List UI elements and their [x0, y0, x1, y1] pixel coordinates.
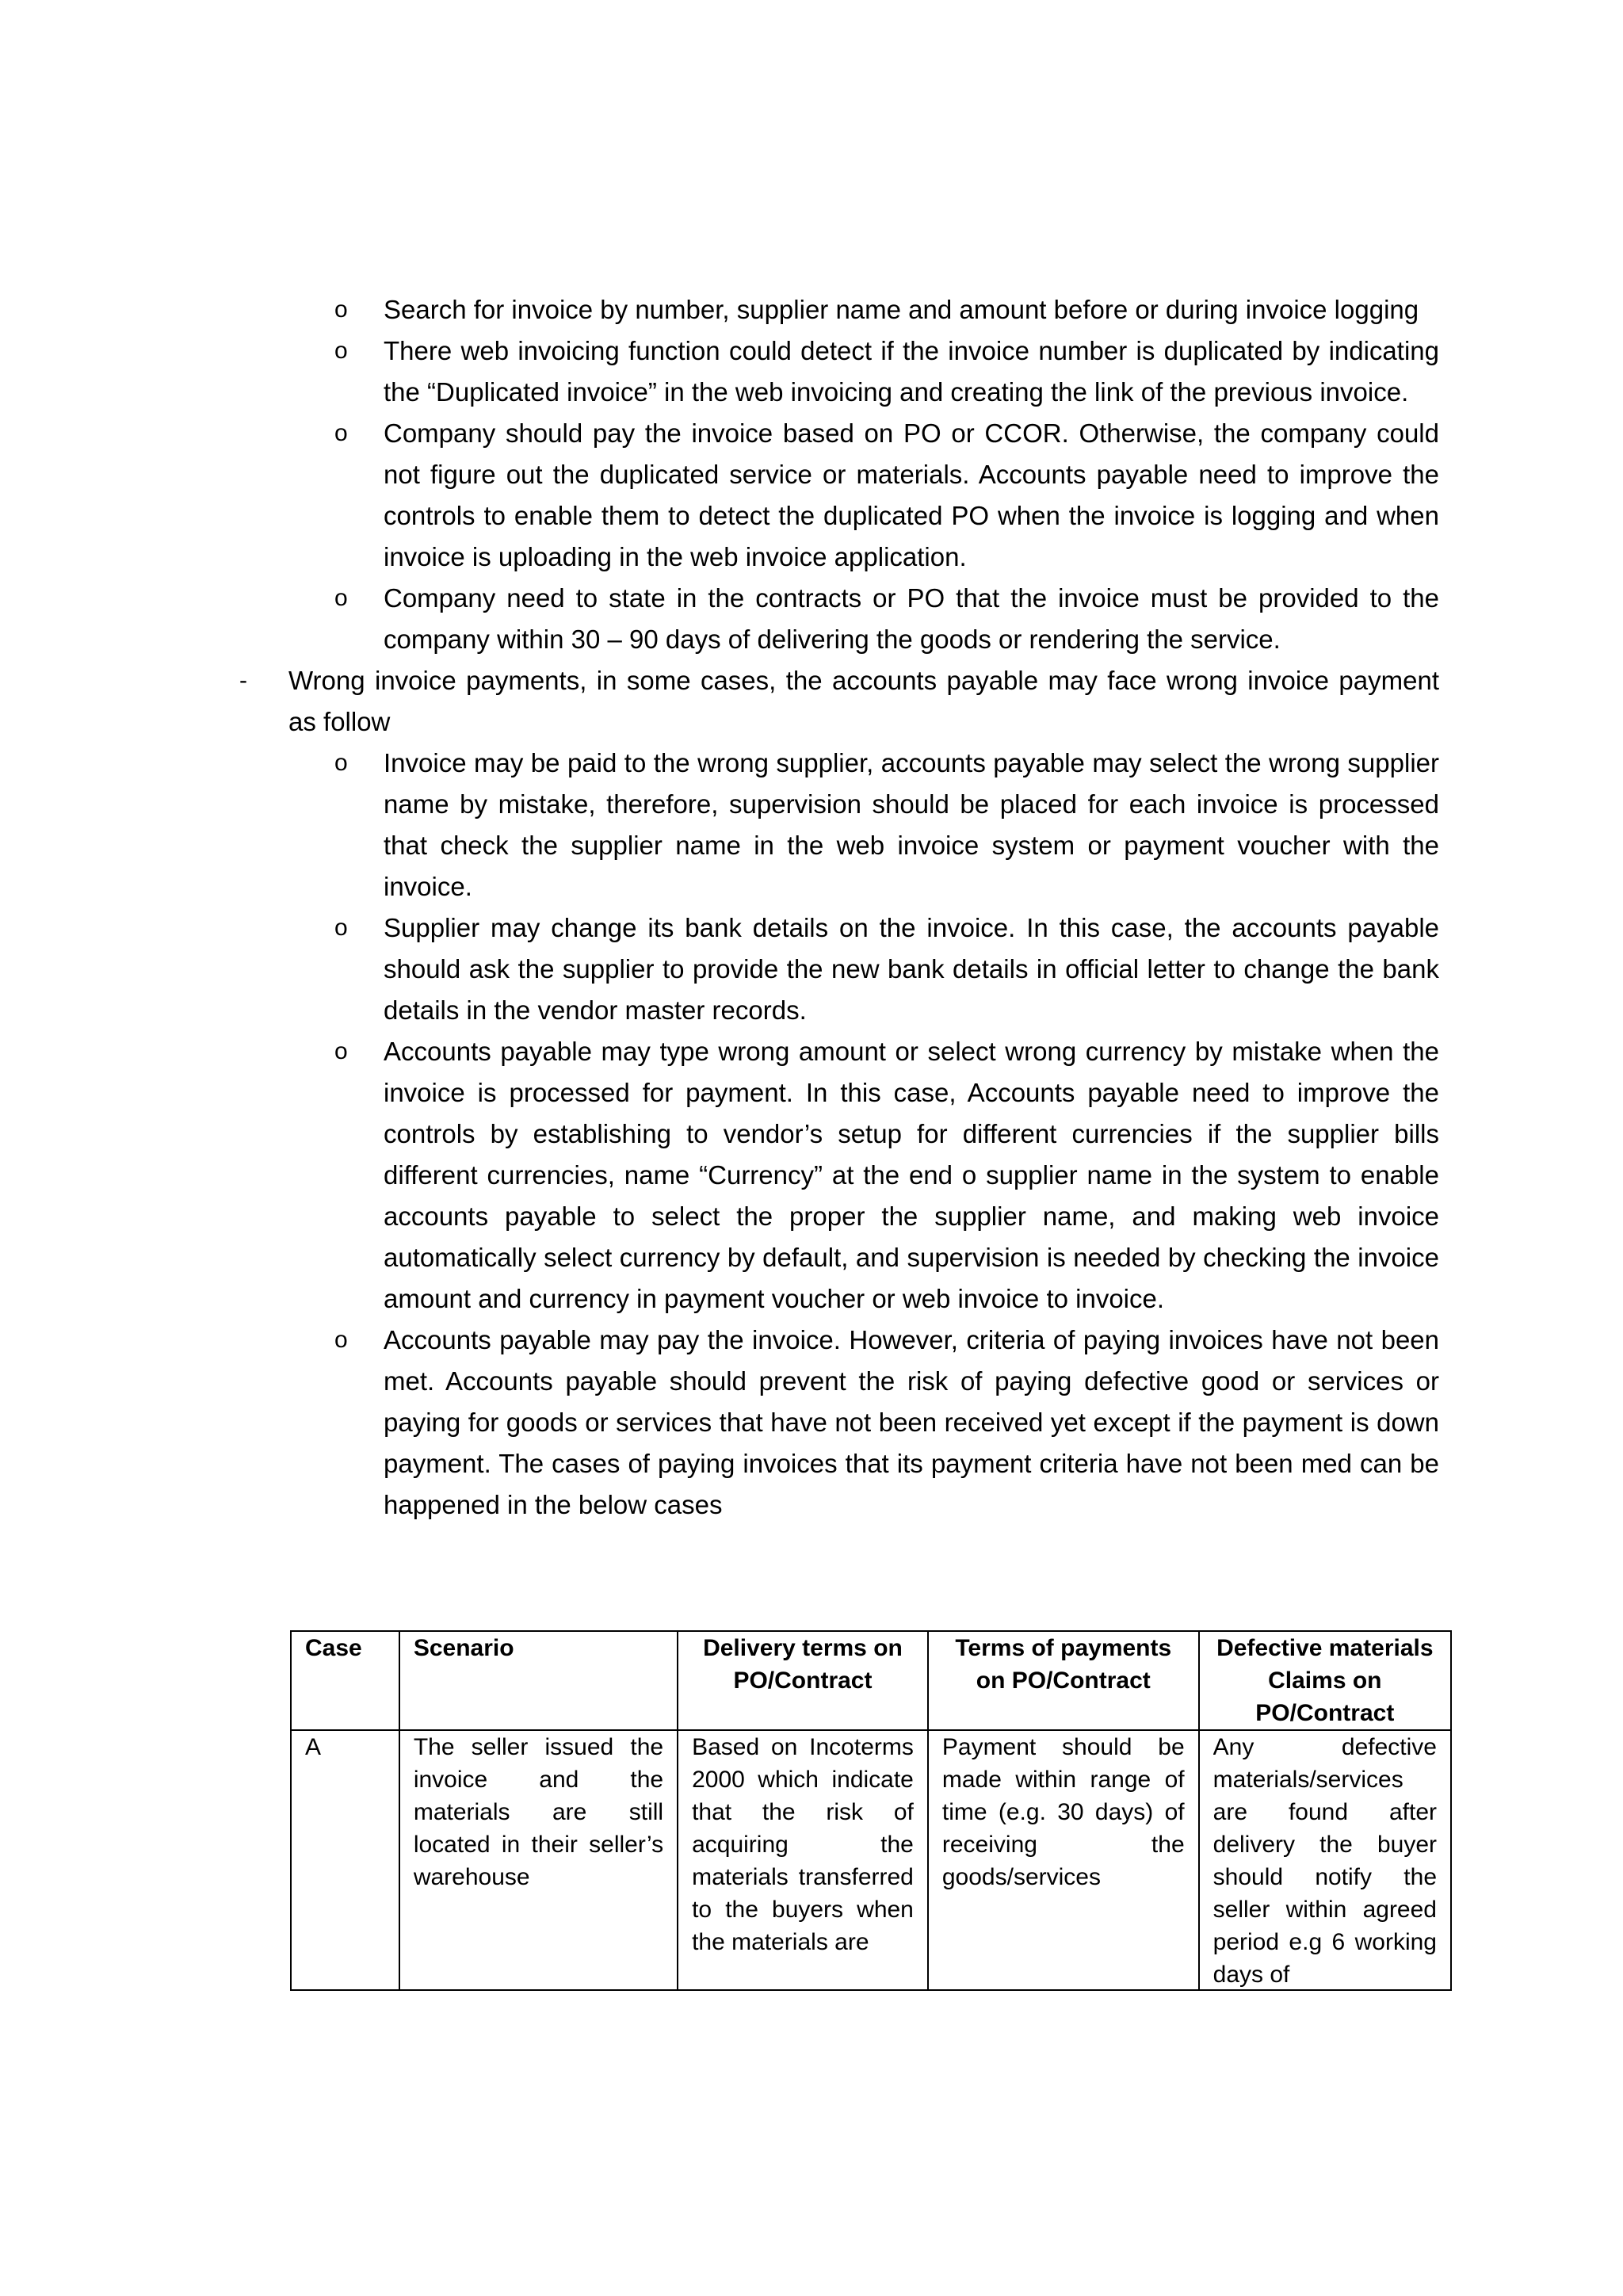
list-item [334, 578, 1439, 660]
list-item-text: Company should pay the invoice based on PO or CCOR. Otherwise, the company could not figure out the duplicated service or materials. Accounts payable need to improve the controls to enable them to detect the duplicated PO when the invoice is logging and when invoice is uploading in the web invoice application. [384, 418, 1439, 571]
cell-scenario [399, 1730, 678, 1990]
circle-bullet-icon: o [334, 296, 348, 323]
cell-payment-terms-text: Payment should be made within range of time (e.g. 30 days) of receiving the goods/services [941, 1734, 1185, 1890]
cell-delivery-terms-text: Based on Incoterms 2000 which indicate that the risk of acquiring the materials transferred to the buyers when the materials are [692, 1734, 914, 1955]
list-item [334, 413, 1439, 578]
document-body [0, 289, 1623, 1526]
list-item-text: Search for invoice by number, supplier name and amount before or during invoice logging [384, 295, 1419, 324]
list-item [334, 907, 1439, 1031]
list-item-text: Supplier may change its bank details on the invoice. In this case, the accounts payable should ask the supplier to provide the new bank details in official letter to change the bank details in the vendor master records. [384, 913, 1439, 1025]
circle-bullet-icon: o [334, 338, 348, 364]
list-item [334, 1320, 1439, 1526]
circle-bullet-icon: o [334, 420, 348, 446]
dash-list-item [239, 660, 1439, 743]
cell-case-text: A [305, 1734, 322, 1760]
cell-payment-terms [928, 1730, 1199, 1990]
list-item-text: Invoice may be paid to the wrong supplier, accounts payable may select the wrong supplier name by mistake, therefore, supervision should be placed for each invoice is processed that check the supplier name in the web invoice system or payment voucher with the invoice. [384, 748, 1439, 901]
circle-bullet-icon: o [334, 915, 348, 941]
list-item-text: Company need to state in the contracts or PO that the invoice must be provided to the company within 30 – 90 days of delivering the goods or rendering the service. [384, 583, 1439, 654]
cell-case [291, 1730, 399, 1990]
header-defective-claims: Defective materials Claims on PO/Contract [1199, 1631, 1451, 1730]
cell-scenario-text: The seller issued the invoice and the materials are still located in their seller’s warehouse [413, 1734, 664, 1890]
cell-defective-claims-text: Any defective materials/services are found after delivery the buyer should notify the seller within agreed period e.g 6 working days of [1212, 1734, 1437, 1988]
header-scenario: Scenario [399, 1631, 678, 1730]
list-item [334, 743, 1439, 907]
list-item [334, 330, 1439, 413]
table-row [291, 1730, 1451, 1990]
dash-bullet-icon: - [239, 667, 247, 693]
header-payment-terms: Terms of payments on PO/Contract [928, 1631, 1199, 1730]
dash-list-item-text: Wrong invoice payments, in some cases, the accounts payable may face wrong invoice payment as follow [288, 666, 1439, 736]
header-delivery-terms: Delivery terms on PO/Contract [678, 1631, 928, 1730]
table-header-row [291, 1631, 1451, 1730]
header-case: Case [291, 1631, 399, 1730]
list-item [334, 1031, 1439, 1320]
list-item-text: There web invoicing function could detect if the invoice number is duplicated by indicating the “Duplicated invoice” in the web invoicing and creating the link of the previous invoice. [384, 336, 1439, 407]
cases-table [290, 1630, 1452, 1991]
cell-defective-claims [1199, 1730, 1451, 1990]
circle-bullet-icon: o [334, 750, 348, 776]
list-item-text: Accounts payable may type wrong amount or select wrong currency by mistake when the invoice is processed for payment. In this case, Accounts payable need to improve the controls by establishing to vendor’s setup for different currencies if the supplier bills different currencies, name “Currency” at the end o supplier name in the system to enable accounts payable to select the proper the supplier name, and making web invoice automatically select currency by default, and supervision is needed by checking the invoice amount and currency in payment voucher or web invoice to invoice. [384, 1037, 1439, 1313]
circle-bullet-icon: o [334, 1038, 348, 1064]
list-item [334, 289, 1439, 330]
list-item-text: Accounts payable may pay the invoice. However, criteria of paying invoices have not been met. Accounts payable should prevent the risk of paying defective good or services or paying for goods or services that have not been received yet except if the payment is down payment. The cases of paying invoices that its payment criteria have not been med can be happened in the below cases [384, 1325, 1439, 1519]
circle-bullet-icon: o [334, 585, 348, 611]
cell-delivery-terms [678, 1730, 928, 1990]
circle-bullet-icon: o [334, 1327, 348, 1353]
